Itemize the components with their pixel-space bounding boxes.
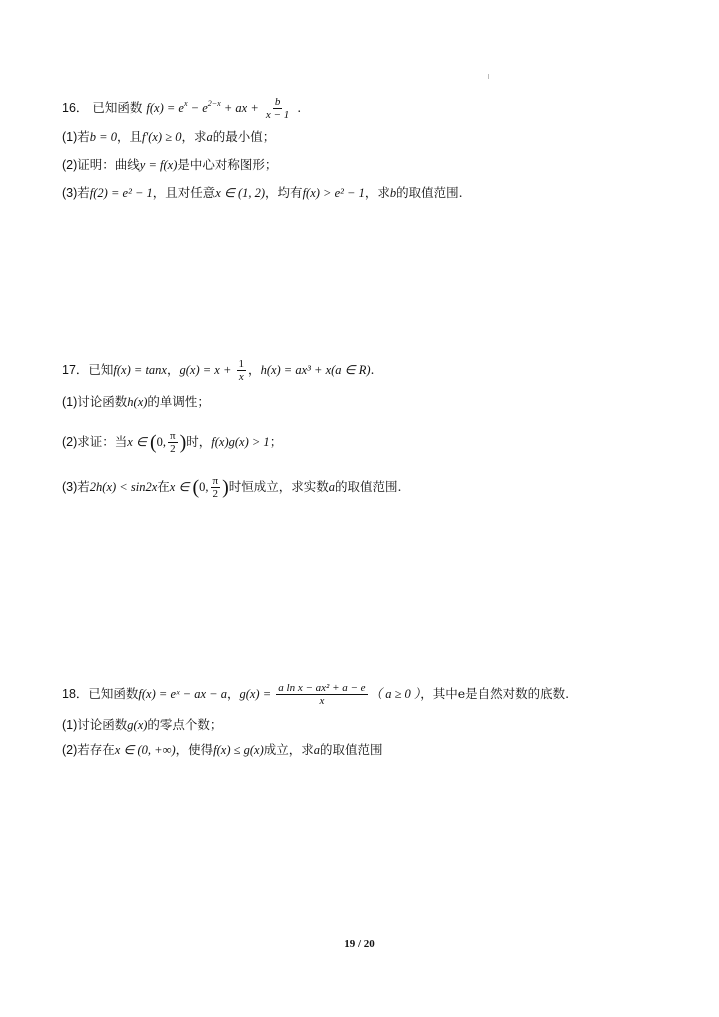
formula: $f(x) = e^x - e^{2-x}$ + ax + <box>146 99 262 115</box>
part-label: (1) <box>62 130 78 144</box>
problem-17-part-2: (2)求证：当x ∈ (0, $\frac{\pi}{2}$ )时，f(x)g(x) > 1； <box>62 430 283 455</box>
part-label: (1) <box>62 718 78 732</box>
part-label: (2) <box>62 158 78 172</box>
fraction: $\frac{1}{x}$ <box>238 358 245 383</box>
problem-16-stem: 16． 已知函数 $f(x) = e^x - e^{2-x}$ + ax + $\frac{b}{x - 1}$ . <box>62 96 302 121</box>
fraction: $\frac{\pi}{2}$ <box>212 475 219 500</box>
part-label: (3) <box>62 186 78 200</box>
fraction: $\frac{\text{a ln x − ax² + a − e}}{x}$ <box>278 682 366 707</box>
problem-number: 17． <box>62 363 89 377</box>
part-label: (1) <box>62 395 78 409</box>
problem-16-part-2: (2)证明：曲线y = f(x)是中心对称图形； <box>62 157 278 172</box>
page-number: 19 / 20 <box>344 938 375 950</box>
problem-18-stem: 18．已知函数f(x) = eˣ − ax − a，g(x) = $\frac{\text{a ln x − ax² + a − e}}{x}$ （ a ≥ 0 ），其中e是自然对数的底数. <box>62 682 570 707</box>
fraction: $\frac{b}{x - 1}$ <box>265 96 290 121</box>
part-label: (2) <box>62 743 78 757</box>
fraction: $\frac{\pi}{2}$ <box>170 430 176 455</box>
part-label: (2) <box>62 435 78 449</box>
problem-17-part-3: (3)若2h(x) < sin2x在x ∈ (0, $\frac{\pi}{2}$ )时恒成立，求实数a的取值范围. <box>62 475 402 500</box>
part-label: (3) <box>62 480 78 494</box>
problem-18-part-1: (1)讨论函数g(x)的零点个数； <box>62 717 223 732</box>
problem-17-stem: 17．已知f(x) = tanx，g(x) = x + $\frac{1}{x}$ ，h(x) = ax³ + x(a ∈ R). <box>62 358 375 383</box>
problem-number: 16． <box>62 101 89 115</box>
scan-mark <box>488 74 489 79</box>
stem-text: 已知函数 <box>92 100 143 115</box>
problem-18-part-2: (2)若存在x ∈ (0, +∞)，使得f(x) ≤ g(x)成立，求a的取值范围 <box>62 742 383 757</box>
problem-number: 18． <box>62 687 89 701</box>
problem-16-part-1: (1)若b = 0，且f′(x) ≥ 0，求a的最小值； <box>62 129 276 144</box>
problem-17-part-1: (1)讨论函数h(x)的单调性； <box>62 394 210 409</box>
problem-16-part-3: (3)若f(2) = e² − 1，且对任意x ∈ (1, 2)，均有f(x) > e² − 1，求b的取值范围. <box>62 185 463 200</box>
